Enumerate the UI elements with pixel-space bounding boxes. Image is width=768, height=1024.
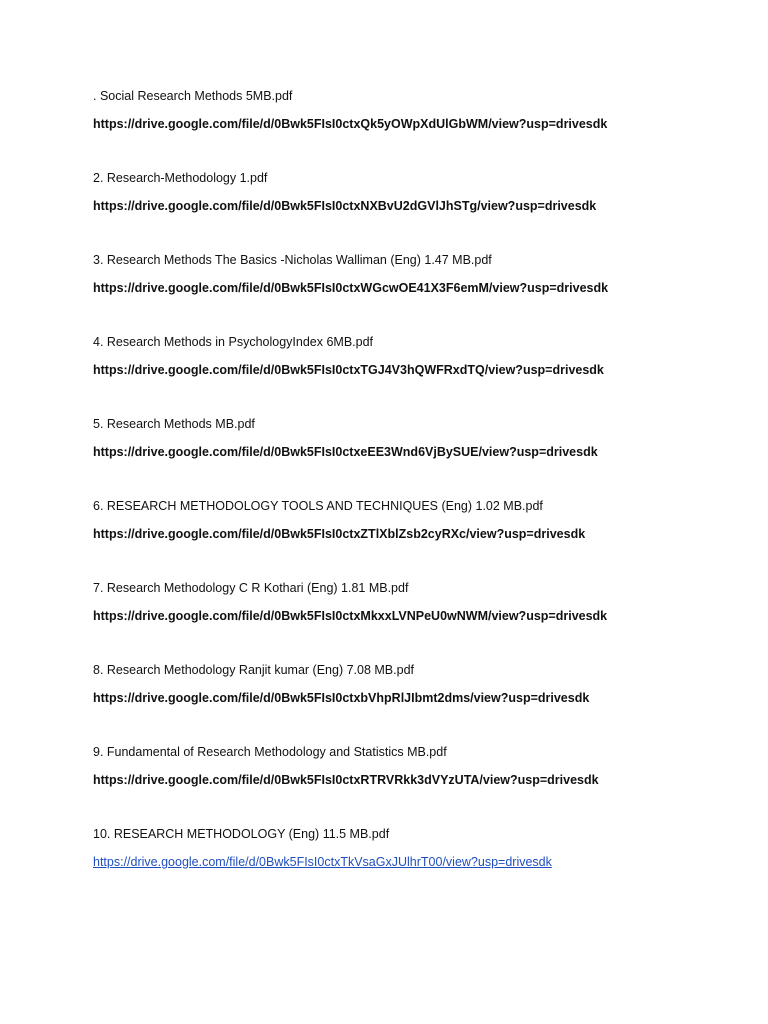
file-title: 6. RESEARCH METHODOLOGY TOOLS AND TECHNIQUES (Eng) 1.02 MB.pdf [93,499,543,513]
file-link: https://drive.google.com/file/d/0Bwk5FIsI0ctxNXBvU2dGVlJhSTg/view?usp=drivesdk [93,199,597,213]
file-title: 5. Research Methods MB.pdf [93,417,255,431]
file-title: 4. Research Methods in PsychologyIndex 6MB.pdf [93,335,374,349]
file-title: 10. RESEARCH METHODOLOGY (Eng) 11.5 MB.pdf [93,827,390,841]
file-link: https://drive.google.com/file/d/0Bwk5FIsI0ctxQk5yOWpXdUlGbWM/view?usp=drivesdk [93,117,608,131]
list-item [93,662,733,706]
file-title: 8. Research Methodology Ranjit kumar (Eng) 7.08 MB.pdf [93,663,414,677]
list-item [93,580,733,624]
file-link: https://drive.google.com/file/d/0Bwk5FIsI0ctxRTRVRkk3dVYzUTA/view?usp=drivesdk [93,773,599,787]
file-link: https://drive.google.com/file/d/0Bwk5FIsI0ctxZTlXblZsb2cyRXc/view?usp=drivesdk [93,527,586,541]
list-item [93,498,733,542]
file-link: https://drive.google.com/file/d/0Bwk5FIsI0ctxbVhpRlJIbmt2dms/view?usp=drivesdk [93,691,590,705]
file-link: https://drive.google.com/file/d/0Bwk5FIsI0ctxMkxxLVNPeU0wNWM/view?usp=drivesdk [93,609,608,623]
file-link: https://drive.google.com/file/d/0Bwk5FIsI0ctxWGcwOE41X3F6emM/view?usp=drivesdk [93,281,609,295]
file-link: https://drive.google.com/file/d/0Bwk5FIsI0ctxeEE3Wnd6VjBySUE/view?usp=drivesdk [93,445,598,459]
list-item [93,170,733,214]
file-title: 9. Fundamental of Research Methodology and Statistics MB.pdf [93,745,447,759]
list-item [93,334,733,378]
file-title: 2. Research-Methodology 1.pdf [93,171,268,185]
list-item [93,826,733,870]
list-item [93,744,733,788]
file-title: 3. Research Methods The Basics -Nicholas Walliman (Eng) 1.47 MB.pdf [93,253,492,267]
file-title: . Social Research Methods 5MB.pdf [93,89,293,103]
list-item [93,416,733,460]
list-item [93,88,733,132]
file-link: https://drive.google.com/file/d/0Bwk5FIsI0ctxTGJ4V3hQWFRxdTQ/view?usp=drivesdk [93,363,604,377]
file-hyperlink[interactable]: https://drive.google.com/file/d/0Bwk5FIsI0ctxTkVsaGxJUlhrT00/view?usp=drivesdk [93,855,552,869]
file-title: 7. Research Methodology C R Kothari (Eng) 1.81 MB.pdf [93,581,409,595]
list-item [93,252,733,296]
